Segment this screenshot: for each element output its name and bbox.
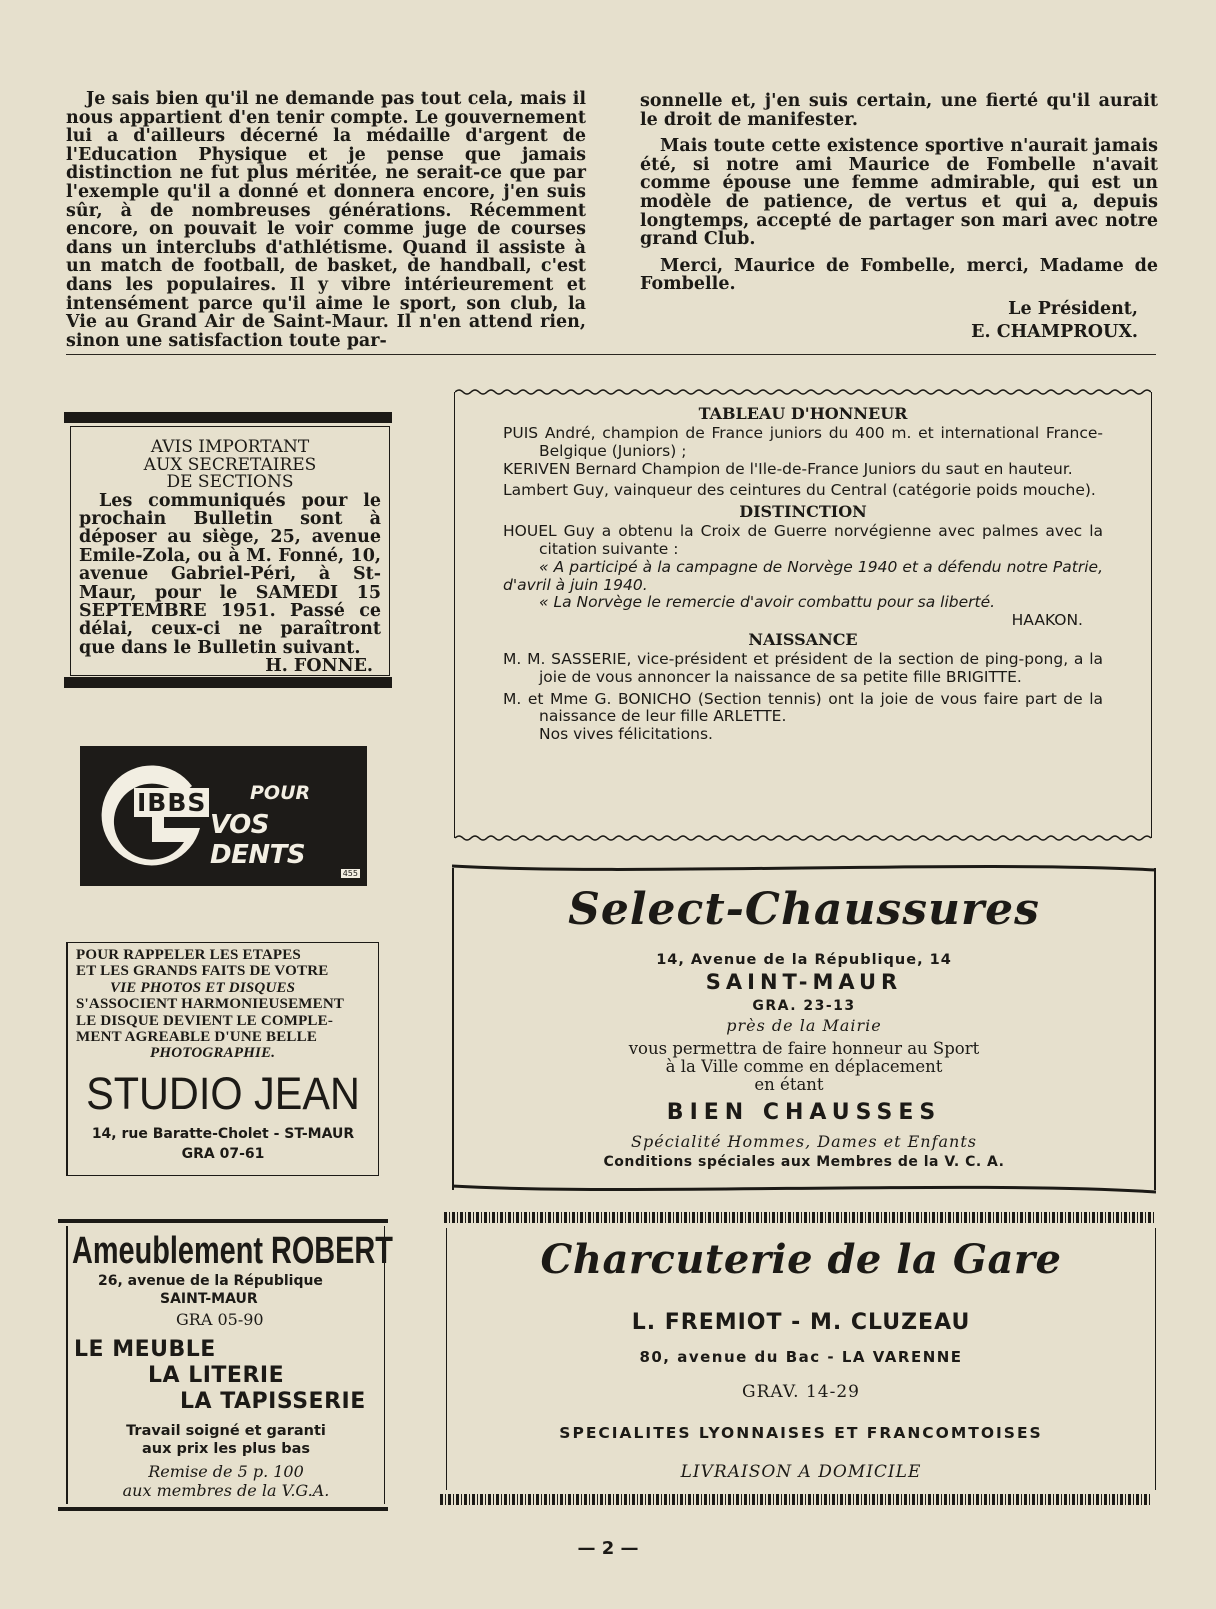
naissance-title: NAISSANCE	[748, 629, 858, 649]
robert-discount-1: Remise de 5 p. 100	[148, 1462, 304, 1481]
avis-signature: H. FONNE.	[265, 656, 373, 677]
studio-line-6: MENT AGREABLE D'UNE BELLE	[76, 1029, 318, 1046]
distinction-quote-1: « A participé à la campagne de Norvège 1940 et a défendu notre Patrie, d'avril à juin 1940.	[503, 557, 1103, 594]
gibbs-ad	[80, 746, 367, 886]
article-left-column	[66, 90, 586, 350]
avis-top-bar	[64, 412, 392, 423]
gibbs-vos-dents: VOS DENTS	[210, 810, 306, 870]
article-right-p2: Mais toute cette existence sportive n'aurait jamais été, si notre ami Maurice de Fombelle n'avait comme épouse une femme admirable, qui est un modèle de patience, de vertus et qui a, depuis longtemps, accepté de partager son mari avec notre grand Club.	[640, 136, 1158, 250]
wavy-border-bottom	[455, 834, 1151, 842]
robert-line-tapisserie: LA TAPISSERIE	[180, 1389, 366, 1414]
studio-line-3: VIE PHOTOS ET DISQUES	[110, 979, 296, 996]
naissance-1: M. M. SASSERIE, vice-président et président de la section de ping-pong, a la joie de vous annoncer la naissance de sa petite fille BRIGITTE.	[503, 649, 1103, 686]
distinction-quote-2: « La Norvège le remercie d'avoir combattu pour sa liberté.	[539, 593, 996, 612]
avis-body: Les communiqués pour le prochain Bulletin sont à déposer au siège, 25, avenue Emile-Zola, ou à M. Fonné, 10, avenue Gabriel-Péri, à St-Maur, pour le SAMEDI 15 SEPTEMBRE 1951. Passé ce délai, ceux-ci ne paraîtront que dans le Bulletin suivant.	[79, 490, 381, 658]
signature-name: E. CHAMPROUX.	[971, 321, 1138, 342]
robert-title: Ameublement ROBERT	[72, 1230, 393, 1272]
select-specialty: Spécialité Hommes, Dames et Enfants	[631, 1132, 977, 1151]
robert-discount-2: aux membres de la V.G.A.	[122, 1481, 330, 1500]
tableau-item-1: PUIS André, champion de France juniors du 400 m. et international France-Belgique (Juniors) ;	[503, 424, 1103, 460]
charcuterie-title: Charcuterie de la Gare	[540, 1236, 1062, 1283]
tableau-item-2: KERIVEN Bernard Champion de l'Ile-de-France Juniors du saut en hauteur.	[503, 459, 1073, 478]
article-right-p3: Merci, Maurice de Fombelle, merci, Madame de Fombelle.	[640, 255, 1158, 295]
studio-address: 14, rue Baratte-Cholet - ST-MAUR	[91, 1126, 355, 1142]
select-top-border	[452, 864, 1156, 878]
robert-ad	[66, 1226, 393, 1504]
distinction-text: HOUEL Guy a obtenu la Croix de Guerre norvégienne avec palmes avec la citation suivante :	[503, 522, 1103, 558]
page-number: — 2 —	[577, 1538, 639, 1559]
studio-line-5: LE DISQUE DEVIENT LE COMPLE-	[76, 1012, 334, 1029]
gibbs-ref-number: 455	[342, 869, 358, 878]
studio-line-4: S'ASSOCIENT HARMONIEUSEMENT	[76, 996, 345, 1013]
robert-top-bar	[58, 1219, 388, 1223]
distinction-title: DISTINCTION	[739, 502, 867, 522]
gibbs-pour: POUR	[250, 782, 311, 804]
avis-title-2: AUX SECRETAIRES	[143, 454, 317, 475]
naissance-congrats: Nos vives félicitations.	[539, 725, 713, 744]
robert-work-2: aux prix les plus bas	[141, 1441, 311, 1457]
select-title: Select-Chaussures	[568, 884, 1040, 935]
select-slogan: BIEN CHAUSSES	[666, 1100, 942, 1125]
avis-bottom-bar	[64, 677, 392, 688]
tableau-honneur-box	[454, 392, 1152, 838]
tableau-item-3: Lambert Guy, vainqueur des ceintures du Central (catégorie poids mouche).	[503, 481, 1096, 500]
studio-line-2: ET LES GRANDS FAITS DE VOTRE	[76, 963, 329, 980]
section-divider	[66, 354, 1156, 355]
studio-line-1: POUR RAPPELER LES ETAPES	[76, 947, 301, 963]
distinction-quote-signature: HAAKON.	[1011, 611, 1083, 630]
avis-box	[70, 426, 390, 676]
robert-line-meuble: LE MEUBLE	[74, 1337, 216, 1362]
charcuterie-bottom-border	[440, 1494, 1152, 1505]
signature-title: Le Président,	[1008, 298, 1138, 319]
select-text-2: à la Ville comme en déplacement	[665, 1057, 943, 1076]
select-address: 14, Avenue de la République, 14	[656, 952, 952, 968]
charcuterie-ad	[446, 1228, 1156, 1490]
studio-name: STUDIO JEAN	[86, 1068, 360, 1119]
studio-phone: GRA 07-61	[181, 1146, 265, 1162]
select-phone: GRA. 23-13	[752, 998, 856, 1014]
naissance-2: M. et Mme G. BONICHO (Section tennis) ont la joie de vous faire part de la naissance de leur fille ARLETTE.	[503, 689, 1103, 726]
wavy-border-top	[455, 388, 1151, 396]
article-right-column	[640, 92, 1158, 341]
robert-address: 26, avenue de la République	[98, 1273, 323, 1289]
select-text-3: en étant	[754, 1075, 824, 1094]
studio-jean-ad	[66, 942, 379, 1176]
avis-title-1: AVIS IMPORTANT	[150, 437, 310, 457]
robert-work-1: Travail soigné et garanti	[126, 1423, 326, 1439]
select-chaussures-ad	[452, 868, 1156, 1190]
article-right-p1: sonnelle et, j'en suis certain, une fierté qu'il aurait le droit de manifester.	[640, 91, 1158, 130]
robert-bottom-bar	[58, 1507, 388, 1511]
charcuterie-owners: L. FREMIOT - M. CLUZEAU	[631, 1310, 971, 1335]
avis-title-3: DE SECTIONS	[166, 472, 294, 492]
select-city: SAINT-MAUR	[705, 970, 903, 994]
select-bottom-border	[452, 1182, 1156, 1196]
charcuterie-phone: GRAV. 14-29	[742, 1382, 860, 1402]
select-text-1: vous permettra de faire honneur au Sport	[628, 1039, 980, 1058]
charcuterie-delivery: LIVRAISON A DOMICILE	[680, 1462, 922, 1482]
charcuterie-specialties: SPECIALITES LYONNAISES ET FRANCOMTOISES	[559, 1424, 1043, 1442]
charcuterie-address: 80, avenue du Bac - LA VARENNE	[639, 1348, 963, 1366]
article-left-text: Je sais bien qu'il ne demande pas tout cela, mais il nous appartient d'en tenir compte. Le gouvernement lui a d'ailleurs décerné la médaille d'argent de l'Education Physique et je pense que jamais distinction ne fut plus méritée, ne serait-ce que par l'exemple qu'il a donné et donnera encore, j'en suis sûr, à de nombreuses générations. Récemment encore, on pouvait le voir comme juge de courses dans un interclubs d'athlétisme. Quand il assiste à un match de football, de basket, de handball, c'est dans les populaires. Il y vibre intérieurement et intensément parce qu'il aime le sport, son club, la Vie au Grand Air de Saint-Maur. Il n'en attend rien, sinon une satisfaction toute par-	[66, 89, 586, 351]
robert-city: SAINT-MAUR	[160, 1291, 258, 1307]
robert-line-literie: LA LITERIE	[148, 1363, 285, 1388]
select-near: près de la Mairie	[726, 1016, 882, 1035]
charcuterie-top-border	[444, 1212, 1156, 1223]
select-conditions: Conditions spéciales aux Membres de la V. C. A.	[603, 1154, 1005, 1170]
studio-line-7: PHOTOGRAPHIE.	[150, 1045, 276, 1062]
tableau-title: TABLEAU D'HONNEUR	[698, 404, 908, 423]
robert-phone: GRA 05-90	[176, 1310, 264, 1329]
gibbs-brand: IBBS	[134, 788, 209, 817]
